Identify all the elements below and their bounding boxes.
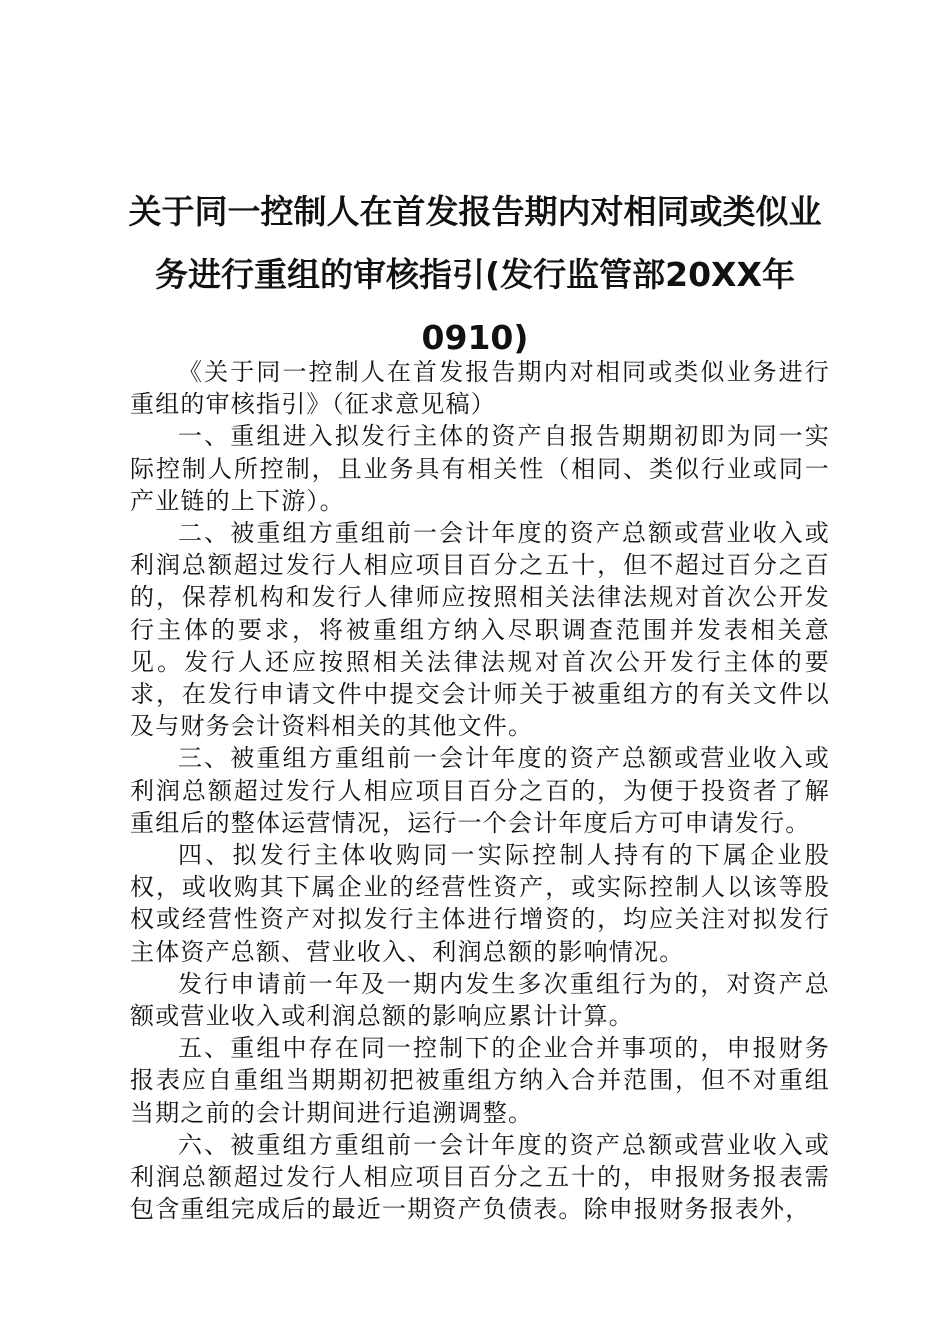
paragraph-item-3: 三、被重组方重组前一会计年度的资产总额或营业收入或利润总额超过发行人相应项目百分之百的，为便于投资者了解重组后的整体运营情况，运行一个会计年度后方可申请发行。	[130, 744, 830, 837]
paragraph-item-5: 五、重组中存在同一控制下的企业合并事项的，申报财务报表应自重组当期期初把被重组方纳入合并范围，但不对重组当期之前的会计期间进行追溯调整。	[130, 1034, 830, 1127]
paragraph-item-4: 四、拟发行主体收购同一实际控制人持有的下属企业股权，或收购其下属企业的经营性资产，或实际控制人以该等股权或经营性资产对拟发行主体进行增资的，均应关注对拟发行主体资产总额、营业收入、利润总额的影响情况。	[130, 841, 830, 966]
paragraph-item-6: 六、被重组方重组前一会计年度的资产总额或营业收入或利润总额超过发行人相应项目百分之五十的，申报财务报表需包含重组完成后的最近一期资产负债表。除申报财务报表外，	[130, 1130, 830, 1224]
paragraph-item-1: 一、重组进入拟发行主体的资产自报告期期初即为同一实际控制人所控制，且业务具有相关性（相同、类似行业或同一产业链的上下游）。	[130, 422, 830, 515]
paragraph-item-2: 二、被重组方重组前一会计年度的资产总额或营业收入或利润总额超过发行人相应项目百分之五十，但不超过百分之百的，保荐机构和发行人律师应按照相关法律法规对首次公开发行主体的要求，将被重组方纳入尽职调查范围并发表相关意见。发行人还应按照相关法律法规对首次公开发行主体的要求，在发行申请文件中提交会计师关于被重组方的有关文件以及与财务会计资料相关的其他文件。	[130, 519, 830, 741]
paragraph-item-4-note: 发行申请前一年及一期内发生多次重组行为的，对资产总额或营业收入或利润总额的影响应累计计算。	[130, 969, 830, 1031]
document-title: 关于同一控制人在首发报告期内对相同或类似业务进行重组的审核指引(发行监管部20XX年0910)	[128, 192, 822, 357]
document-body	[130, 356, 830, 1225]
paragraph-intro: 《关于同一控制人在首发报告期内对相同或类似业务进行重组的审核指引》（征求意见稿）	[130, 358, 830, 419]
